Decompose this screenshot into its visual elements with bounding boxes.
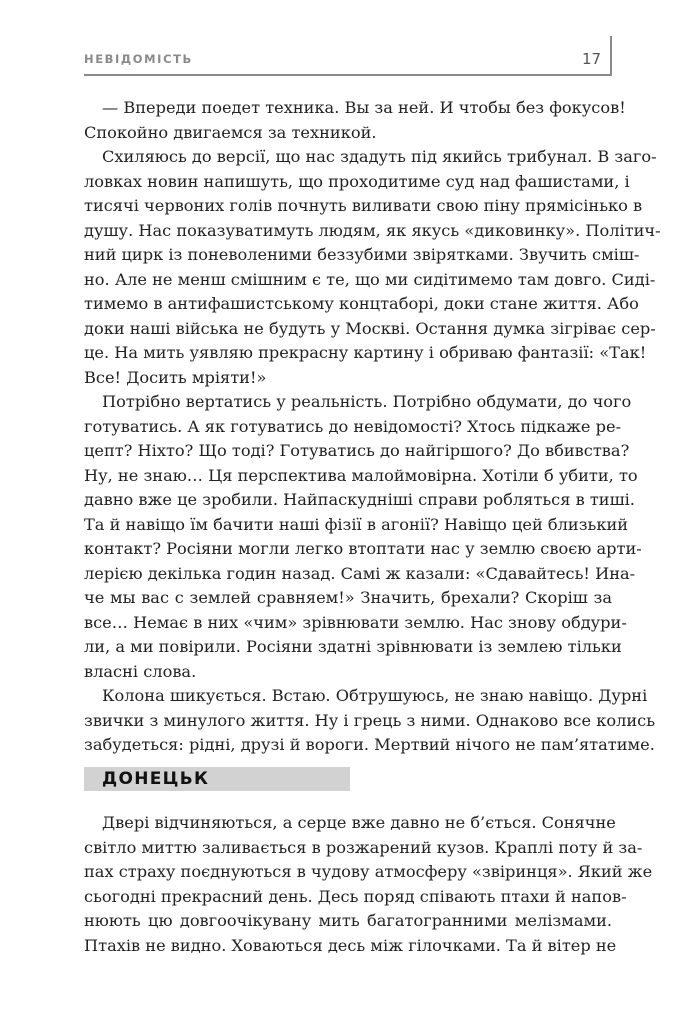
page-number: 17 — [582, 50, 602, 68]
body-text-section-two — [84, 811, 653, 958]
text-line: че мы вас с землей сравняем!» Значить, брехали? Скоріш за — [84, 588, 612, 607]
text-line: цепт? Ніхто? Що тоді? Готуватись до найгіршого? До вбивства? — [84, 441, 630, 460]
text-line: лерією декілька годин назад. Самі ж казали: «Сдавайтесь! Ина- — [84, 563, 636, 583]
text-line: ловках новин напишуть, що проходитиме суд над фашистами, і — [84, 171, 630, 191]
text-line: Схиляюсь до версії, що нас здадуть під якийсь трибунал. В заго- — [102, 147, 657, 166]
text-line: тимемо в антифашистському концтаборі, доки стане життя. Або — [84, 294, 639, 313]
text-line: Ну, не знаю… Ця перспектива малоймовірна. Хотіли б убити, то — [84, 465, 638, 485]
text-line: власні слова. — [84, 661, 197, 681]
text-line: ний цирк із поневоленими беззубими звірятками. Звучить сміш- — [84, 245, 640, 264]
text-line: це. На мить уявляю прекрасну картину і обриваю фантазії: «Так! — [84, 343, 647, 362]
text-line: ли, а ми повірили. Росіяни здатні зрівнювати із землею тільки — [84, 637, 622, 656]
text-line: Та й навіщо їм бачити наші фізії в агонії? Навіщо цей близький — [84, 514, 629, 534]
text-line: Колона шикується. Встаю. Обтрушуюсь, не знаю навіщо. Дурні — [102, 686, 648, 705]
text-line: сьогодні прекрасний день. Десь поряд співають птахи й напов- — [84, 886, 627, 906]
text-line: доки наші війська не будуть у Москві. Остання думка зігріває сер- — [84, 318, 656, 338]
text-line: забудеться: рідні, друзі й вороги. Мертвий нічого не пам’ятатиме. — [84, 735, 655, 754]
text-line: нюють цю довгоочікувану мить багатогранними мелізмами. — [84, 911, 612, 930]
text-line: но. Але не менш смішним є те, що ми сидітимемо там довго. Сиді- — [84, 269, 656, 289]
text-line: готуватись. А як готуватись до невідомості? Хтось підкаже ре- — [84, 416, 622, 436]
running-head: НЕВІДОМІСТЬ — [84, 52, 193, 66]
text-line: звички з минулого життя. Ну і грець з ними. Однаково все колись — [84, 710, 656, 730]
text-line: пах страху поєднуються в чудову атмосферу «звіринця». Який же — [84, 862, 653, 881]
text-line: контакт? Росіяни могли легко втоптати нас у землю своєю арти- — [84, 539, 642, 558]
text-line: давно вже це зробили. Найпаскудніші справи робляться в тиші. — [84, 490, 635, 509]
text-line: Потрібно вертатись у реальність. Потрібно обдумати, до чого — [102, 392, 632, 411]
text-line: світло миттю заливається в розжарений кузов. Краплі поту й за- — [84, 837, 643, 857]
text-line: Все! Досить мріяти!» — [84, 367, 267, 387]
text-line: — Впереди поедет техника. Вы за ней. И чтобы без фокусов! — [102, 98, 626, 117]
text-line: тисячі червоних голів почнуть виливати свою піну прямісінько в — [84, 196, 643, 215]
body-text-section-one — [84, 96, 661, 758]
text-line: Птахів не видно. Ховаються десь між гілочками. Та й вітер не — [84, 935, 617, 955]
section-heading: ДОНЕЦЬК — [102, 769, 210, 789]
text-line: Двері відчиняються, а серце вже давно не б’ється. Сонячне — [102, 813, 616, 832]
header-rule-vertical — [610, 36, 612, 76]
text-line: душу. Нас показуватимуть людям, як якусь «диковинку». Політич- — [84, 220, 661, 240]
header-rule — [84, 74, 612, 76]
text-line: все… Немає в них «чим» зрівнювати землю. Нас знову обдури- — [84, 612, 627, 632]
text-line: Спокойно двигаемся за техникой. — [84, 122, 377, 142]
